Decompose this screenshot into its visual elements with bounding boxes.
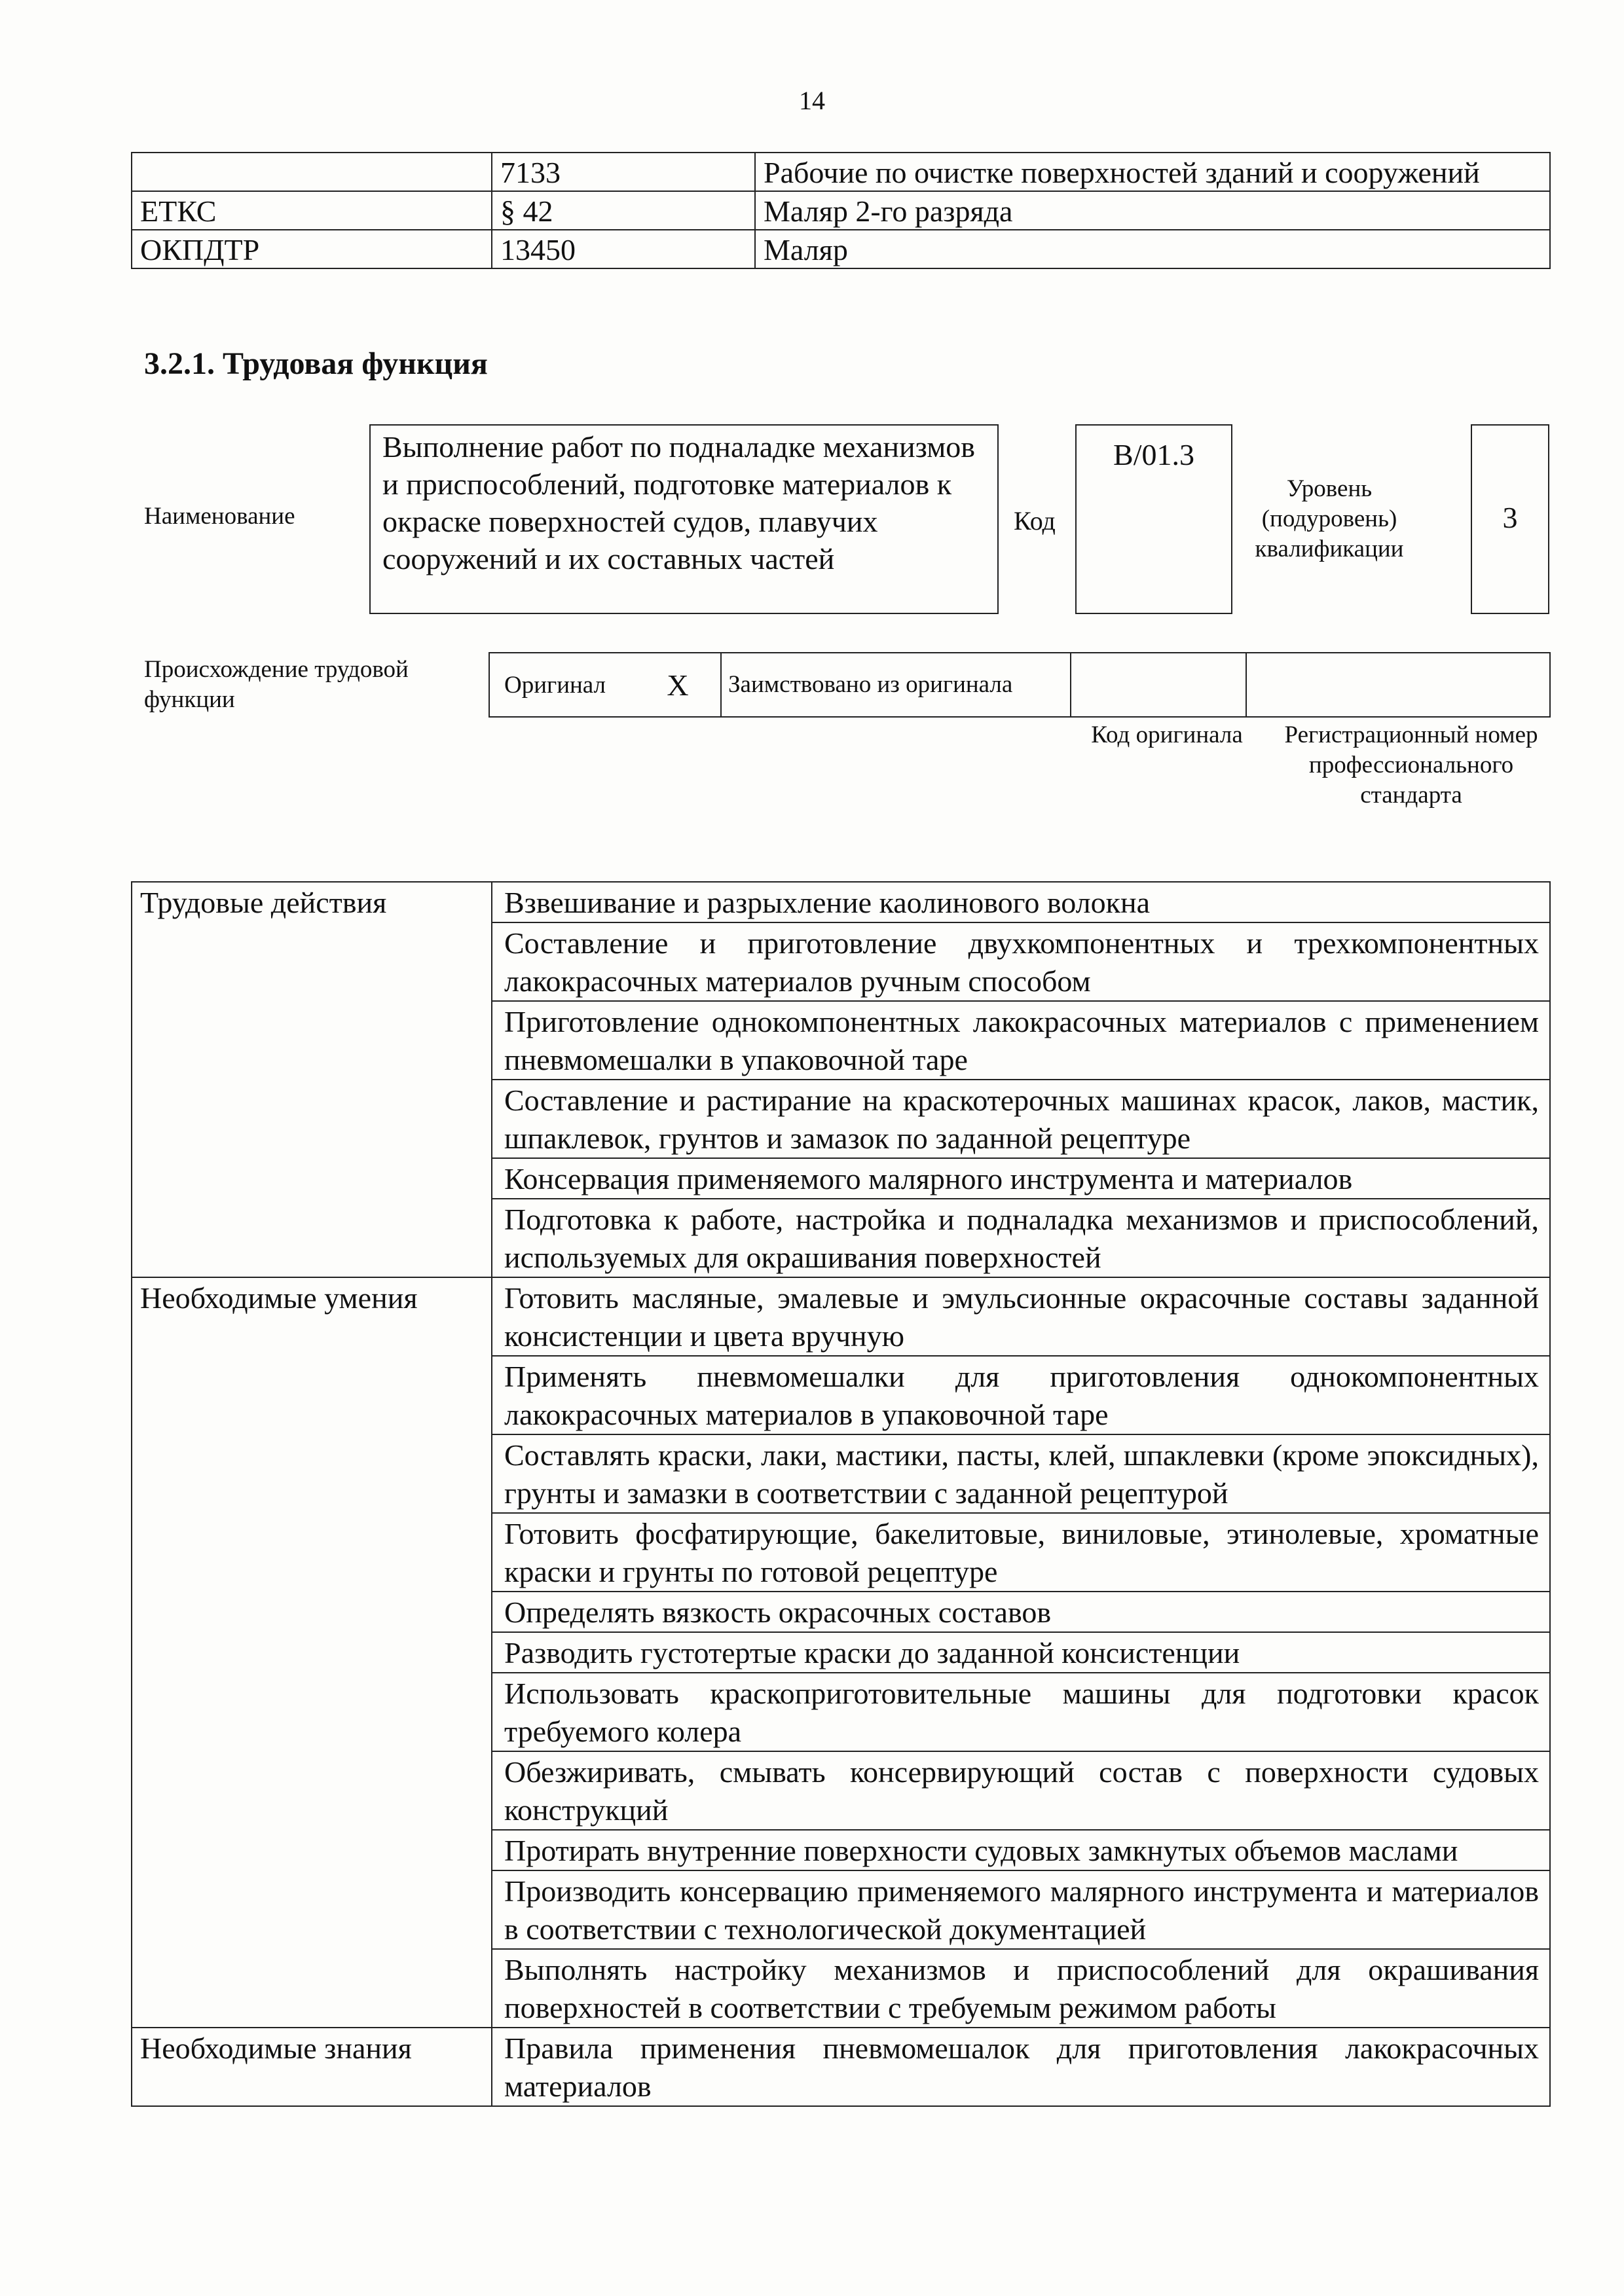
list-item: Готовить фосфатирующие, бакелитовые, виниловые, этинолевые, хроматные краски и грунты по готовой рецептуре — [492, 1513, 1550, 1592]
table-row — [132, 882, 1550, 922]
origin-code-cell — [1071, 653, 1246, 717]
list-item: Применять пневмомешалки для приготовления однокомпонентных лакокрасочных материалов в упаковочной таре — [492, 1356, 1550, 1434]
code-label: Код — [1014, 506, 1056, 536]
reg-number-label: Регистрационный номер профессионального стандарта — [1284, 721, 1538, 809]
origin-label: Происхождение трудовой функции — [144, 656, 409, 713]
classification-label: ЕТКС — [132, 191, 492, 230]
labor-function-table — [131, 881, 1551, 2107]
origin-mark: X — [635, 653, 721, 717]
origin-borrowed: Заимствовано из оригинала — [721, 653, 1071, 717]
origin-original: Оригинал — [489, 653, 635, 717]
name-label: Наименование — [144, 503, 295, 530]
table-row — [132, 1277, 1550, 1356]
list-item: Определять вязкость окрасочных составов — [492, 1592, 1550, 1632]
page-number: 14 — [799, 86, 825, 115]
list-item: Приготовление однокомпонентных лакокрасочных материалов с применением пневмомешалки в упаковочной таре — [492, 1001, 1550, 1080]
list-item: Выполнять настройку механизмов и приспособлений для окрашивания поверхностей в соответствии с требуемым режимом работы — [492, 1949, 1550, 2028]
list-item: Взвешивание и разрыхление каолинового волокна — [492, 882, 1550, 922]
list-item: Правила применения пневмомешалок для приготовления лакокрасочных материалов — [492, 2028, 1550, 2106]
classification-label — [132, 153, 492, 191]
classification-label: ОКПДТР — [132, 230, 492, 268]
qualification-level: 3 — [1471, 424, 1549, 614]
list-item: Составление и растирание на краскотерочных машинах красок, лаков, мастик, шпаклевок, грунтов и замазок по заданной рецептуре — [492, 1080, 1550, 1158]
section-label: Трудовые действия — [132, 882, 492, 1277]
list-item: Составление и приготовление двухкомпонентных и трехкомпонентных лакокрасочных материалов ручным способом — [492, 922, 1550, 1001]
origin-table — [489, 652, 1551, 718]
classification-table — [131, 152, 1551, 269]
classification-name: Маляр 2-го разряда — [755, 191, 1550, 230]
level-label: Уровень (подуровень) квалификации — [1255, 475, 1404, 562]
list-item: Составлять краски, лаки, мастики, пасты, клей, шпаклевки (кроме эпоксидных), грунты и замазки в соответствии с заданной рецептурой — [492, 1434, 1550, 1513]
classification-name: Рабочие по очистке поверхностей зданий и сооружений — [755, 153, 1550, 191]
table-row — [132, 230, 1550, 268]
list-item: Производить консервацию применяемого малярного инструмента и материалов в соответствии с технологической документацией — [492, 1870, 1550, 1949]
table-row — [132, 2028, 1550, 2106]
classification-name: Маляр — [755, 230, 1550, 268]
table-row — [132, 153, 1550, 191]
section-label: Необходимые знания — [132, 2028, 492, 2106]
list-item: Готовить масляные, эмалевые и эмульсионные окрасочные составы заданной консистенции и цвета вручную — [492, 1277, 1550, 1356]
section-title: 3.2.1. Трудовая функция — [144, 346, 488, 381]
code-original-label: Код оригинала — [1091, 721, 1243, 748]
table-row — [132, 191, 1550, 230]
table-row — [489, 653, 1550, 717]
function-name: Выполнение работ по подналадке механизмов и приспособлений, подготовке материалов к окраске поверхностей судов, плавучих сооружений и их составных частей — [369, 424, 999, 614]
classification-code: 7133 — [492, 153, 755, 191]
function-code: B/01.3 — [1075, 424, 1232, 614]
classification-code: 13450 — [492, 230, 755, 268]
list-item: Консервация применяемого малярного инструмента и материалов — [492, 1158, 1550, 1199]
classification-code: § 42 — [492, 191, 755, 230]
list-item: Использовать краскоприготовительные машины для подготовки красок требуемого колера — [492, 1673, 1550, 1751]
origin-reg-number-cell — [1246, 653, 1550, 717]
section-label: Необходимые умения — [132, 1277, 492, 2028]
list-item: Подготовка к работе, настройка и подналадка механизмов и приспособлений, используемых для окрашивания поверхностей — [492, 1199, 1550, 1277]
list-item: Протирать внутренние поверхности судовых замкнутых объемов маслами — [492, 1830, 1550, 1870]
list-item: Обезжиривать, смывать консервирующий состав с поверхности судовых конструкций — [492, 1751, 1550, 1830]
list-item: Разводить густотертые краски до заданной консистенции — [492, 1632, 1550, 1673]
